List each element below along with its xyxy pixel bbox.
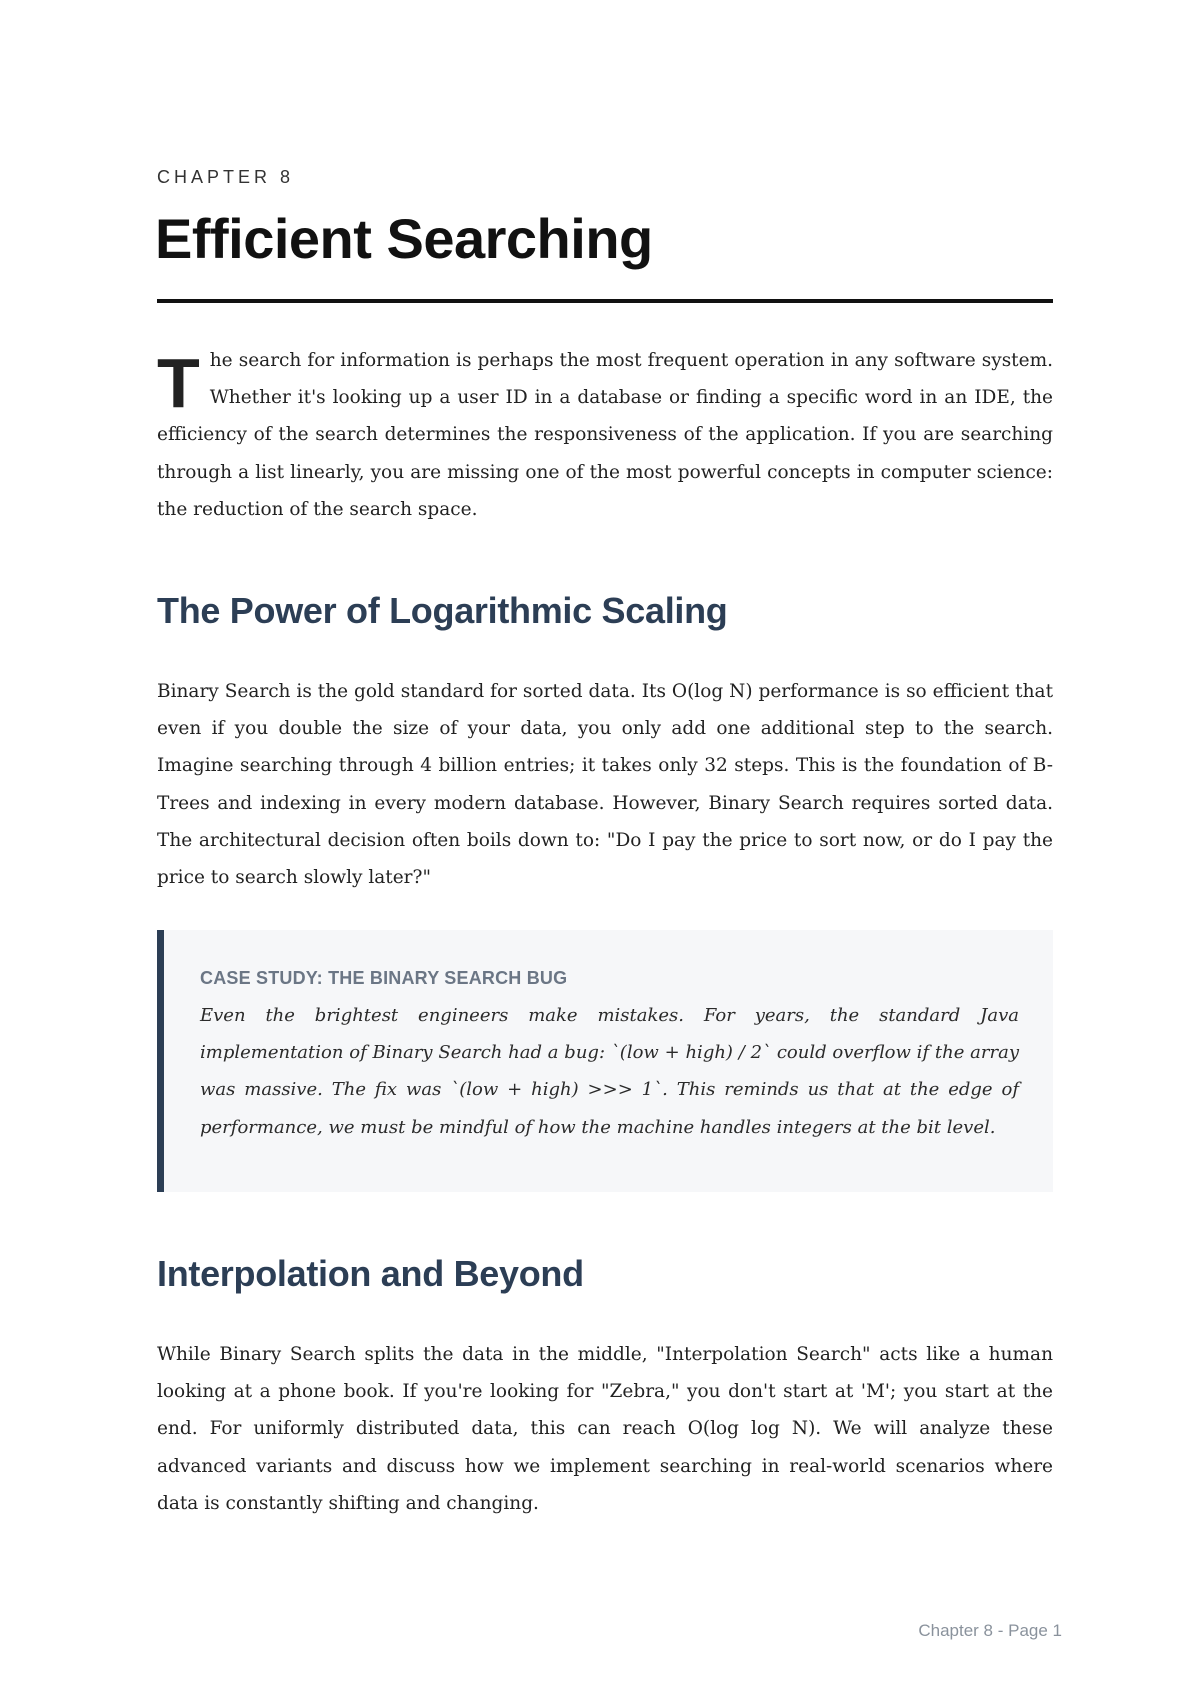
case-study-callout [157, 930, 1053, 1192]
chapter-label: CHAPTER 8 [157, 167, 295, 187]
title-divider [157, 299, 1053, 303]
page-footer: Chapter 8 - Page 1 [918, 1621, 1062, 1640]
drop-cap: T [157, 344, 200, 422]
section-heading-interpolation: Interpolation and Beyond [157, 1253, 584, 1294]
chapter-title: Efficient Searching [155, 207, 653, 270]
intro-text: he search for information is perhaps the most frequent operation in any software system. Whether it's looking up a user ID in a database or finding a specific word in an IDE, the efficiency of the search determines the responsiveness of the application. If you are searching through a list linearly, you are missing one of the most powerful concepts in computer science: the reduction of the search space. [157, 350, 1053, 520]
section-heading-logarithmic-scaling: The Power of Logarithmic Scaling [157, 590, 728, 631]
callout-title: CASE STUDY: THE BINARY SEARCH BUG [200, 968, 568, 988]
binary-search-paragraph: Binary Search is the gold standard for sorted data. Its O(log N) performance is so efficient that even if you double the size of your data, you only add one additional step to the search. Imagine searching through 4 billion entries; it takes only 32 steps. This is the foundation of B-Trees and indexing in every modern database. However, Binary Search requires sorted data. The architectural decision often boils down to: "Do I pay the price to sort now, or do I pay the price to search slowly later?" [157, 681, 1053, 889]
interpolation-paragraph: While Binary Search splits the data in the middle, "Interpolation Search" acts like a human looking at a phone book. If you're looking for "Zebra," you don't start at 'M'; you start at the end. For uniformly distributed data, this can reach O(log log N). We will analyze these advanced variants and discuss how we implement searching in real-world scenarios where data is constantly shifting and changing. [157, 1344, 1053, 1514]
intro-paragraph [157, 342, 1053, 528]
callout-text: Even the brightest engineers make mistakes. For years, the standard Java implementation of Binary Search had a bug: `(low + high) / 2` could overflow if the array was massive. The fix was `(low + high) >>> 1`. This reminds us that at the edge of performance, we must be mindful of how the machine handles integers at the bit level. [200, 1005, 1019, 1138]
